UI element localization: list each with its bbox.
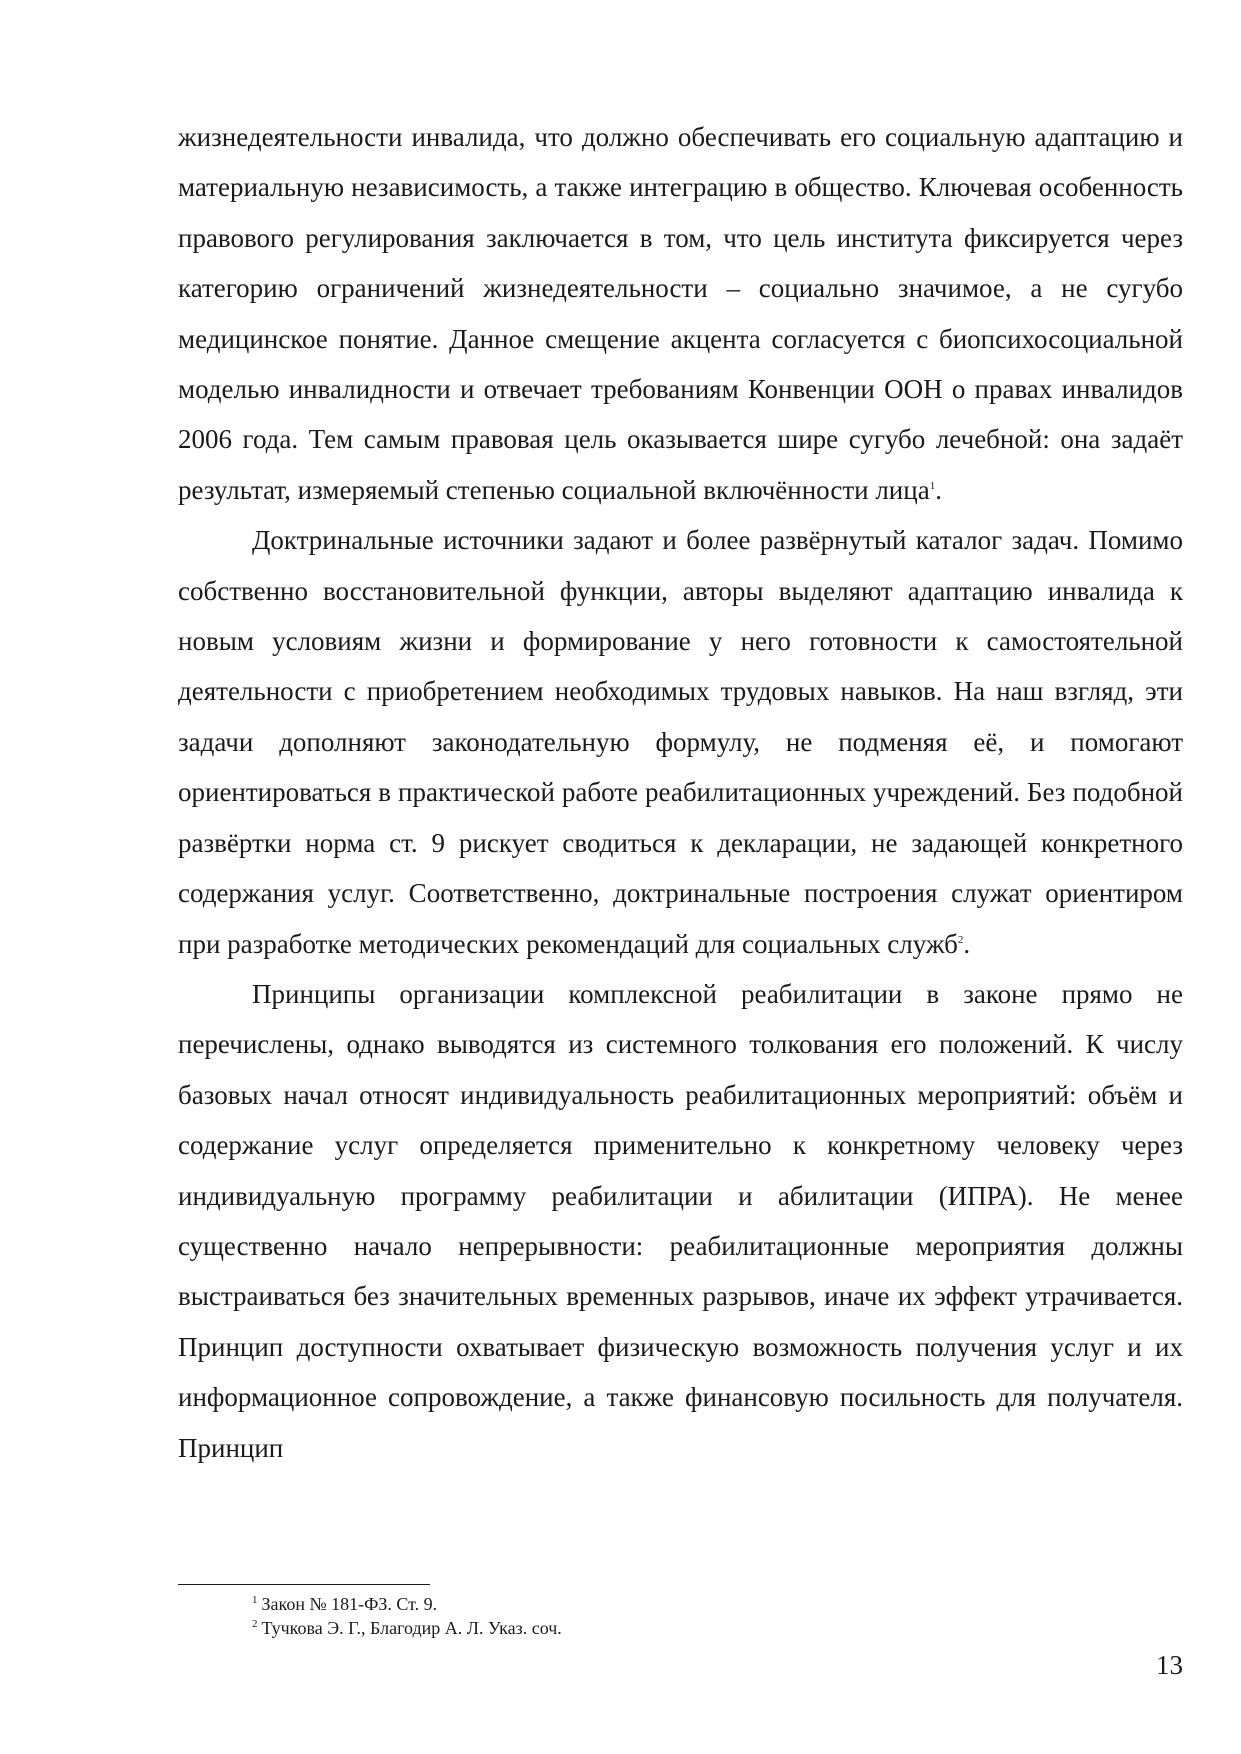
paragraph-2-end: .	[963, 928, 971, 959]
footnotes	[252, 1592, 1152, 1640]
footnote-ref-1[interactable]: 1	[929, 479, 936, 492]
paragraph-1-end: .	[935, 474, 942, 505]
footnote-ref-2[interactable]: 2	[957, 933, 964, 946]
paragraph-2-text: Доктринальные источники задают и более развёрнутый каталог задач. Помимо собственно восстановительной функции, авторы выделяют адаптацию инвалида к новым условиям жизни и формирование у него готовности к самостоятельной деятельности с приобретением необходимых трудовых навыков. На наш взгляд, эти задачи дополняют законодательную формулу, не подменяя её, и помогают ориентироваться в практической работе реабилитационных учреждений. Без подобной развёртки норма ст. 9 рискует сводиться к декларации, не задающей конкретного содержания услуг. Соответственно, доктринальные построения служат ориентиром при разработке методических рекомендаций для социальных служб	[178, 525, 1183, 959]
paragraph-1-text: жизнедеятельности инвалида, что должно обеспечивать его социальную адаптацию и материальную независимость, а также интеграцию в общество. Ключевая особенность правового регулирования заключается в том, что цель института фиксируется через категорию ограничений жизнедеятельности – социально значимое, а не сугубо медицинское понятие. Данное смещение акцента согласуется с биопсихосоциальной моделью инвалидности и отвечает требованиям Конвенции ООН о правах инвалидов 2006 года. Тем самым правовая цель оказывается шире сугубо лечебной: она задаёт результат, измеряемый степенью социальной включённости лица	[178, 122, 1183, 505]
paragraph-3-text: Принципы организации комплексной реабилитации в законе прямо не перечислены, однако выводятся из системного толкования его положений. К числу базовых начал относят индивидуальность реабилитационных мероприятий: объём и содержание услуг определяется применительно к конкретному человеку через индивидуальную программу реабилитации и абилитации (ИПРА). Не менее существенно начало непрерывности: реабилитационные мероприятия должны выстраиваться без значительных временных разрывов, иначе их эффект утрачивается. Принцип доступности охватывает физическую возможность получения услуг и их информационное сопровождение, а также финансовую посильность для получателя. Принцип	[178, 978, 1183, 1463]
paragraph-3	[178, 969, 1183, 1473]
footnote-1-text: Закон № 181-ФЗ. Ст. 9.	[261, 1594, 438, 1614]
footnote-separator	[178, 1584, 430, 1585]
paragraph-2	[178, 515, 1183, 969]
main-text	[178, 112, 1183, 1473]
footnote-2-text: Тучкова Э. Г., Благодир А. Л. Указ. соч.	[261, 1618, 562, 1638]
footnote-1	[252, 1592, 1152, 1616]
page-number: 13	[1156, 1650, 1183, 1680]
paragraph-1	[178, 112, 1183, 515]
footnote-1-number: 1	[252, 1594, 258, 1606]
footnote-2-number: 2	[252, 1618, 258, 1630]
footnote-2	[252, 1616, 1152, 1640]
